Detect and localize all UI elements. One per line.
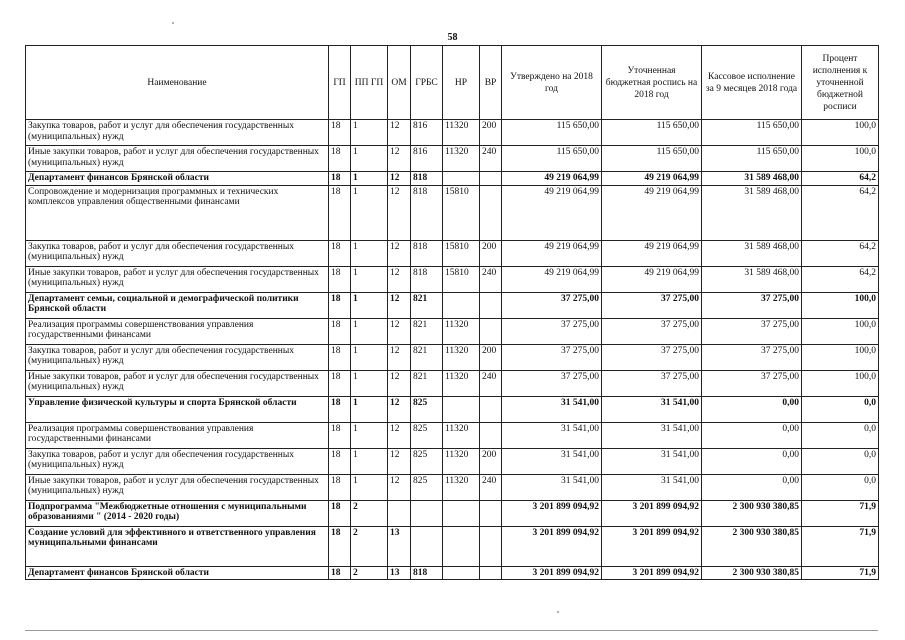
row-nr [443,566,480,580]
row-approved: 49 219 064,99 [502,172,602,186]
row-cash: 31 589 468,00 [702,185,802,240]
row-name: Закупка товаров, работ и услуг для обеспечения государственных (муниципальных) нужд [26,240,329,266]
table-row [26,448,879,474]
row-refined: 31 541,00 [602,422,702,448]
row-ppgp: 1 [351,422,388,448]
row-grbs: 818 [411,240,443,266]
column-header-om: ОМ [388,46,411,120]
column-header-percent: Процент исполнения к уточненной бюджетной росписи [802,46,879,120]
row-gp: 18 [329,266,351,292]
row-grbs: 816 [411,146,443,172]
row-gp: 18 [329,474,351,500]
row-grbs: 825 [411,422,443,448]
row-gp: 18 [329,396,351,422]
row-grbs: 825 [411,448,443,474]
row-percent: 71,9 [802,500,879,526]
row-ppgp: 2 [351,566,388,580]
row-grbs: 825 [411,396,443,422]
row-refined: 3 201 899 094,92 [602,566,702,580]
row-refined: 37 275,00 [602,292,702,318]
table-row [26,566,879,580]
row-nr: 11320 [443,344,480,370]
row-ppgp: 1 [351,266,388,292]
row-om: 12 [388,146,411,172]
row-percent: 64,2 [802,172,879,186]
row-grbs: 818 [411,566,443,580]
row-name: Департамент финансов Брянской области [26,566,329,580]
row-grbs [411,526,443,566]
row-vr: 240 [480,146,502,172]
row-grbs: 825 [411,474,443,500]
row-nr: 15810 [443,240,480,266]
row-gp: 18 [329,500,351,526]
row-ppgp: 1 [351,185,388,240]
row-percent: 100,0 [802,146,879,172]
row-vr: 240 [480,370,502,396]
table-row [26,422,879,448]
row-name: Реализация программы совершенствования управления государственными финансами [26,318,329,344]
row-nr: 11320 [443,448,480,474]
row-refined: 115 650,00 [602,120,702,146]
row-vr [480,526,502,566]
column-header-ppgp: ПП ГП [351,46,388,120]
row-name: Иные закупки товаров, работ и услуг для обеспечения государственных (муниципальных) нужд [26,266,329,292]
row-ppgp: 2 [351,500,388,526]
row-grbs: 821 [411,318,443,344]
row-vr: 200 [480,344,502,370]
row-percent: 0,0 [802,474,879,500]
row-vr [480,185,502,240]
row-percent: 64,2 [802,185,879,240]
page-bottom-rule [25,630,878,631]
row-om: 12 [388,292,411,318]
row-percent: 64,2 [802,240,879,266]
row-name: Подпрограмма "Межбюджетные отношения с муниципальными образованиями " (2014 - 2020 годы) [26,500,329,526]
row-cash: 0,00 [702,422,802,448]
row-gp: 18 [329,292,351,318]
row-cash: 2 300 930 380,85 [702,526,802,566]
row-cash: 0,00 [702,396,802,422]
table-row [26,120,879,146]
row-ppgp: 1 [351,370,388,396]
row-gp: 18 [329,120,351,146]
table-row [26,292,879,318]
row-om: 12 [388,448,411,474]
row-refined: 37 275,00 [602,370,702,396]
column-header-name: Наименование [26,46,329,120]
row-approved: 49 219 064,99 [502,185,602,240]
row-vr: 240 [480,474,502,500]
row-om: 12 [388,370,411,396]
row-ppgp: 1 [351,172,388,186]
column-header-approved: Утверждено на 2018 год [502,46,602,120]
row-grbs: 818 [411,185,443,240]
row-percent: 100,0 [802,344,879,370]
row-cash: 31 589 468,00 [702,266,802,292]
row-om: 12 [388,396,411,422]
row-nr [443,500,480,526]
row-om: 12 [388,344,411,370]
row-approved: 115 650,00 [502,146,602,172]
row-om: 12 [388,120,411,146]
table-row [26,344,879,370]
table-row [26,474,879,500]
row-approved: 3 201 899 094,92 [502,526,602,566]
row-refined: 31 541,00 [602,396,702,422]
column-header-nr: НР [443,46,480,120]
row-gp: 18 [329,448,351,474]
row-nr: 11320 [443,422,480,448]
row-refined: 31 541,00 [602,474,702,500]
row-om: 12 [388,240,411,266]
row-name: Закупка товаров, работ и услуг для обеспечения государственных (муниципальных) нужд [26,120,329,146]
row-vr: 240 [480,266,502,292]
row-percent: 71,9 [802,566,879,580]
row-approved: 37 275,00 [502,318,602,344]
row-vr [480,292,502,318]
row-name: Иные закупки товаров, работ и услуг для обеспечения государственных (муниципальных) нужд [26,474,329,500]
row-vr [480,396,502,422]
row-grbs: 818 [411,266,443,292]
row-om: 12 [388,185,411,240]
row-gp: 18 [329,318,351,344]
row-name: Реализация программы совершенствования управления государственными финансами [26,422,329,448]
row-vr [480,566,502,580]
row-name: Иные закупки товаров, работ и услуг для обеспечения государственных (муниципальных) нужд [26,370,329,396]
row-refined: 31 541,00 [602,448,702,474]
row-percent: 100,0 [802,318,879,344]
row-cash: 37 275,00 [702,370,802,396]
row-cash: 0,00 [702,448,802,474]
table-row [26,396,879,422]
row-gp: 18 [329,422,351,448]
row-percent: 0,0 [802,396,879,422]
row-percent: 100,0 [802,292,879,318]
row-ppgp: 1 [351,396,388,422]
row-name: Сопровождение и модернизация программных и технических комплексов управления общественными финансами [26,185,329,240]
row-refined: 37 275,00 [602,318,702,344]
row-refined: 3 201 899 094,92 [602,526,702,566]
row-name: Департамент финансов Брянской области [26,172,329,186]
row-vr: 200 [480,240,502,266]
scan-speck [172,22,174,24]
row-name: Создание условий для эффективного и ответственного управления муниципальными финансами [26,526,329,566]
row-cash: 31 589 468,00 [702,240,802,266]
row-gp: 18 [329,240,351,266]
row-cash: 37 275,00 [702,318,802,344]
row-approved: 3 201 899 094,92 [502,500,602,526]
row-ppgp: 1 [351,474,388,500]
row-name: Закупка товаров, работ и услуг для обеспечения государственных (муниципальных) нужд [26,448,329,474]
row-approved: 115 650,00 [502,120,602,146]
row-approved: 3 201 899 094,92 [502,566,602,580]
row-name: Департамент семьи, социальной и демографической политики Брянской области [26,292,329,318]
row-nr [443,396,480,422]
row-percent: 100,0 [802,120,879,146]
row-nr: 11320 [443,474,480,500]
row-nr: 15810 [443,266,480,292]
row-approved: 37 275,00 [502,292,602,318]
row-grbs [411,500,443,526]
row-percent: 64,2 [802,266,879,292]
row-gp: 18 [329,344,351,370]
row-nr: 11320 [443,318,480,344]
row-grbs: 821 [411,344,443,370]
row-om: 12 [388,474,411,500]
row-name: Управление физической культуры и спорта Брянской области [26,396,329,422]
table-row [26,318,879,344]
row-nr [443,172,480,186]
row-om: 12 [388,422,411,448]
column-header-vr: ВР [480,46,502,120]
page-number: 58 [447,32,458,43]
table-row [26,370,879,396]
row-vr [480,500,502,526]
row-om: 12 [388,318,411,344]
budget-execution-table [25,45,879,580]
row-percent: 0,0 [802,448,879,474]
row-ppgp: 1 [351,240,388,266]
row-percent: 71,9 [802,526,879,566]
table-row [26,266,879,292]
row-percent: 0,0 [802,422,879,448]
row-grbs: 816 [411,120,443,146]
column-header-grbs: ГРБС [411,46,443,120]
row-om: 13 [388,566,411,580]
row-refined: 49 219 064,99 [602,172,702,186]
column-header-refined: Уточненная бюджетная роспись на 2018 год [602,46,702,120]
row-approved: 49 219 064,99 [502,266,602,292]
row-cash: 2 300 930 380,85 [702,500,802,526]
row-om: 12 [388,172,411,186]
row-gp: 18 [329,172,351,186]
row-nr [443,292,480,318]
row-om: 12 [388,266,411,292]
row-refined: 3 201 899 094,92 [602,500,702,526]
row-approved: 37 275,00 [502,370,602,396]
row-om [388,500,411,526]
row-refined: 49 219 064,99 [602,266,702,292]
row-refined: 49 219 064,99 [602,185,702,240]
row-vr [480,422,502,448]
row-vr [480,318,502,344]
row-gp: 18 [329,185,351,240]
table-row [26,500,879,526]
row-ppgp: 1 [351,448,388,474]
table-row [26,172,879,186]
row-refined: 37 275,00 [602,344,702,370]
row-nr: 15810 [443,185,480,240]
row-refined: 49 219 064,99 [602,240,702,266]
row-name: Закупка товаров, работ и услуг для обеспечения государственных (муниципальных) нужд [26,344,329,370]
row-refined: 115 650,00 [602,146,702,172]
row-vr: 200 [480,448,502,474]
row-vr: 200 [480,120,502,146]
row-approved: 31 541,00 [502,422,602,448]
row-ppgp: 1 [351,318,388,344]
row-cash: 0,00 [702,474,802,500]
row-approved: 31 541,00 [502,448,602,474]
scan-speck [557,611,559,613]
row-grbs: 821 [411,292,443,318]
row-cash: 31 589 468,00 [702,172,802,186]
row-gp: 18 [329,526,351,566]
row-grbs: 821 [411,370,443,396]
row-nr: 11320 [443,120,480,146]
row-ppgp: 1 [351,344,388,370]
row-approved: 37 275,00 [502,344,602,370]
table-row [26,240,879,266]
row-om: 13 [388,526,411,566]
row-grbs: 818 [411,172,443,186]
row-nr [443,526,480,566]
row-ppgp: 2 [351,526,388,566]
row-ppgp: 1 [351,146,388,172]
column-header-gp: ГП [329,46,351,120]
row-gp: 18 [329,566,351,580]
row-ppgp: 1 [351,292,388,318]
row-percent: 100,0 [802,370,879,396]
table-header-row [26,46,879,120]
row-nr: 11320 [443,370,480,396]
table-row [26,146,879,172]
row-name: Иные закупки товаров, работ и услуг для обеспечения государственных (муниципальных) нужд [26,146,329,172]
table-row [26,185,879,240]
row-gp: 18 [329,146,351,172]
row-ppgp: 1 [351,120,388,146]
row-approved: 49 219 064,99 [502,240,602,266]
row-cash: 37 275,00 [702,344,802,370]
row-cash: 115 650,00 [702,120,802,146]
row-cash: 37 275,00 [702,292,802,318]
row-vr [480,172,502,186]
row-approved: 31 541,00 [502,396,602,422]
column-header-cash: Кассовое исполнение за 9 месяцев 2018 года [702,46,802,120]
row-approved: 31 541,00 [502,474,602,500]
row-nr: 11320 [443,146,480,172]
row-cash: 115 650,00 [702,146,802,172]
row-gp: 18 [329,370,351,396]
row-cash: 2 300 930 380,85 [702,566,802,580]
table-row [26,526,879,566]
